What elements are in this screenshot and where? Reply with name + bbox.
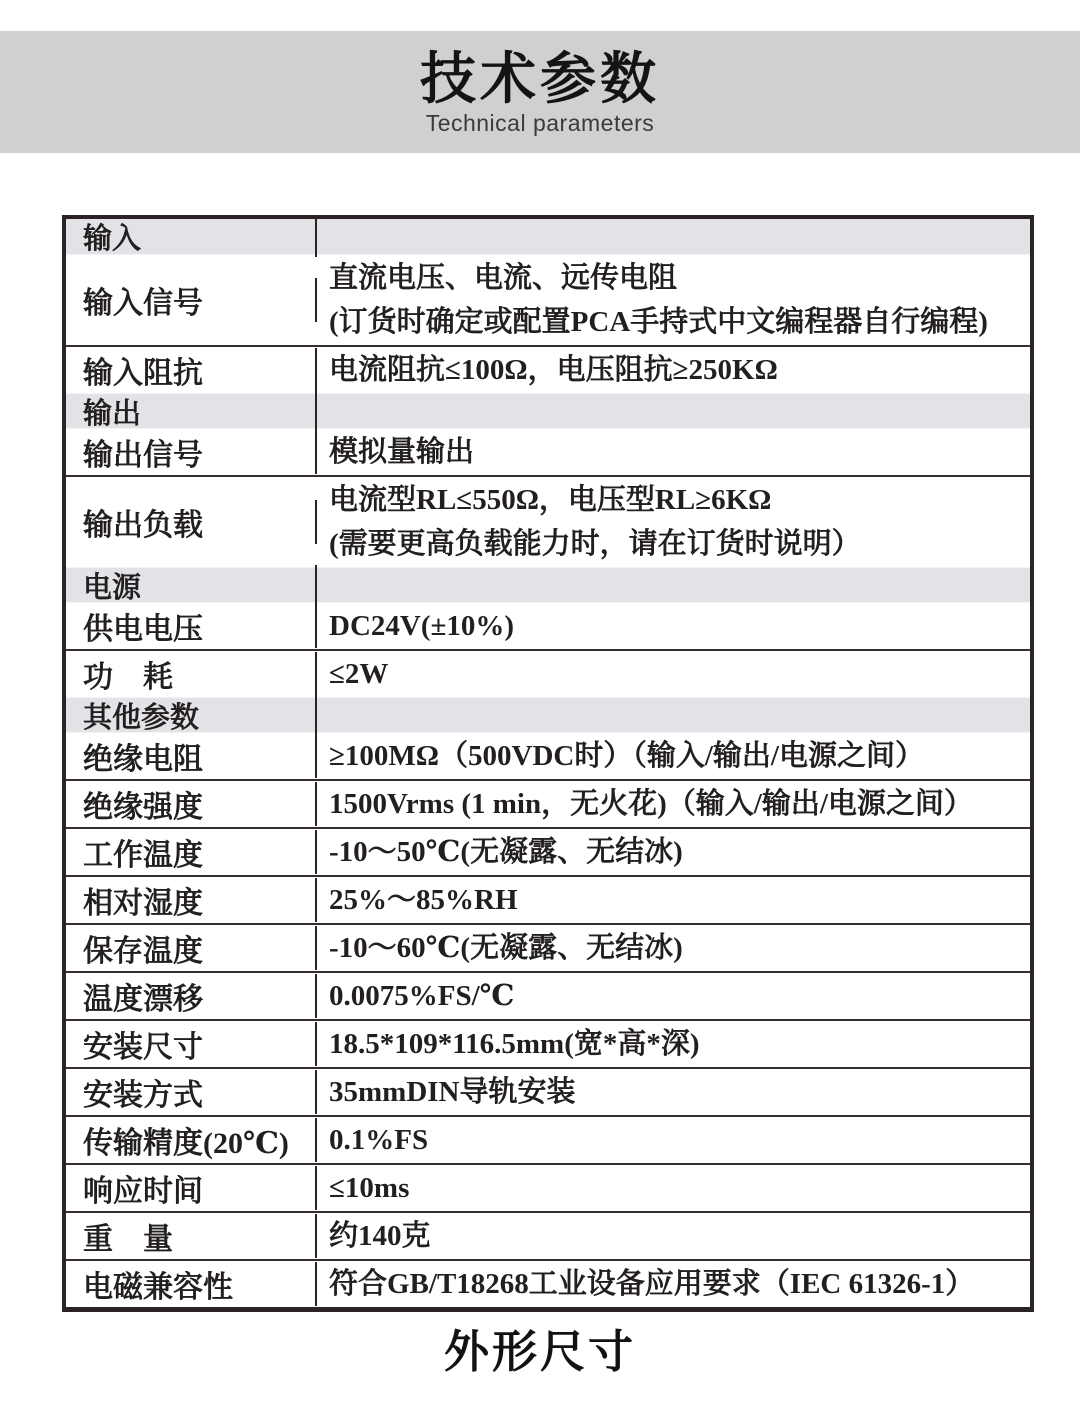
table-row bbox=[66, 219, 1030, 254]
spec-value-line: 电流型RL≤550Ω，电压型RL≥6KΩ bbox=[329, 484, 772, 516]
table-row bbox=[66, 732, 1030, 779]
spec-value bbox=[317, 1214, 1030, 1258]
spec-value bbox=[317, 974, 1030, 1018]
spec-value bbox=[317, 256, 1030, 344]
table-row bbox=[66, 649, 1030, 697]
spec-value-line: 18.5*109*116.5mm(宽*高*深) bbox=[329, 1028, 700, 1060]
spec-value-line: (需要更高负载能力时，请在订货时说明） bbox=[329, 528, 861, 560]
spec-value-line: 约140克 bbox=[329, 1220, 431, 1252]
spec-label: 绝缘电阻 bbox=[66, 734, 317, 778]
table-row bbox=[66, 875, 1030, 923]
spec-value bbox=[317, 1262, 1030, 1306]
table-row bbox=[66, 1067, 1030, 1115]
table-row bbox=[66, 1115, 1030, 1163]
page-subtitle: Technical parameters bbox=[425, 110, 655, 136]
header-band bbox=[0, 31, 1080, 153]
spec-value-line: 0.0075%FS/℃ bbox=[329, 980, 515, 1012]
spec-label: 输入阻抗 bbox=[66, 348, 317, 392]
table-row bbox=[66, 1211, 1030, 1259]
spec-value bbox=[317, 1070, 1030, 1114]
spec-value-line: 0.1%FS bbox=[329, 1124, 429, 1156]
technical-parameters-table bbox=[62, 215, 1034, 1312]
spec-value bbox=[317, 1118, 1030, 1162]
spec-label: 输入信号 bbox=[66, 278, 317, 322]
spec-label: 绝缘强度 bbox=[66, 782, 317, 826]
table-row bbox=[66, 827, 1030, 875]
table-row bbox=[66, 475, 1030, 567]
table-row bbox=[66, 345, 1030, 393]
spec-label: 保存温度 bbox=[66, 926, 317, 970]
spec-value bbox=[317, 348, 1030, 392]
spec-value bbox=[317, 830, 1030, 874]
spec-value-line: 35mmDIN导轨安装 bbox=[329, 1076, 576, 1108]
spec-value bbox=[317, 878, 1030, 922]
table-row bbox=[66, 971, 1030, 1019]
spec-label: 电源 bbox=[66, 565, 317, 606]
spec-value-line: -10～60℃(无凝露、无结冰) bbox=[329, 932, 683, 964]
spec-value-line: (订货时确定或配置PCA手持式中文编程器自行编程) bbox=[329, 306, 988, 338]
spec-label: 温度漂移 bbox=[66, 974, 317, 1018]
spec-label: 工作温度 bbox=[66, 830, 317, 874]
spec-value-line: ≥100MΩ（500VDC时）（输入/输出/电源之间） bbox=[329, 740, 924, 772]
spec-value bbox=[317, 926, 1030, 970]
spec-value bbox=[317, 604, 1030, 648]
spec-value-line: ≤2W bbox=[329, 658, 389, 690]
spec-value-line: 25%～85%RH bbox=[329, 884, 518, 916]
spec-label: 输出信号 bbox=[66, 430, 317, 474]
spec-value bbox=[317, 478, 1030, 566]
table-row bbox=[66, 1019, 1030, 1067]
spec-value-line: 电流阻抗≤100Ω，电压阻抗≥250KΩ bbox=[329, 354, 778, 386]
spec-label: 电磁兼容性 bbox=[66, 1262, 317, 1306]
spec-value bbox=[317, 1022, 1030, 1066]
spec-label: 其他参数 bbox=[66, 695, 317, 736]
spec-label: 传输精度(20℃) bbox=[66, 1118, 317, 1162]
spec-value-line: -10～50℃(无凝露、无结冰) bbox=[329, 836, 683, 868]
table-row bbox=[66, 428, 1030, 475]
page-title: 技术参数 bbox=[420, 47, 660, 110]
spec-label: 重 量 bbox=[66, 1214, 317, 1258]
section-title-dimensions: 外形尺寸 bbox=[443, 1326, 636, 1377]
spec-label: 响应时间 bbox=[66, 1166, 317, 1210]
spec-value-line: 符合GB/T18268工业设备应用要求（IEC 61326-1） bbox=[329, 1268, 975, 1300]
spec-label: 功 耗 bbox=[66, 652, 317, 696]
spec-value-line: 1500Vrms (1 min，无火花)（输入/输出/电源之间） bbox=[329, 788, 973, 820]
table-row bbox=[66, 1163, 1030, 1211]
table-row bbox=[66, 393, 1030, 428]
spec-label: 输入 bbox=[66, 216, 317, 257]
spec-value bbox=[317, 430, 1030, 474]
spec-value-line: 模拟量输出 bbox=[329, 436, 475, 468]
table-row bbox=[66, 779, 1030, 827]
table-row bbox=[66, 697, 1030, 732]
spec-value bbox=[317, 734, 1030, 778]
spec-label: 安装尺寸 bbox=[66, 1022, 317, 1066]
table-row bbox=[66, 567, 1030, 602]
table-row bbox=[66, 1259, 1030, 1307]
spec-label: 相对湿度 bbox=[66, 878, 317, 922]
spec-label: 供电电压 bbox=[66, 604, 317, 648]
spec-value bbox=[317, 782, 1030, 826]
table-row bbox=[66, 923, 1030, 971]
spec-value-line: ≤10ms bbox=[329, 1172, 410, 1204]
spec-value bbox=[317, 652, 1030, 696]
spec-label: 安装方式 bbox=[66, 1070, 317, 1114]
table-row bbox=[66, 254, 1030, 345]
table-row bbox=[66, 602, 1030, 649]
spec-label: 输出负载 bbox=[66, 500, 317, 544]
spec-value-line: DC24V(±10%) bbox=[329, 610, 515, 642]
spec-label: 输出 bbox=[66, 391, 317, 432]
spec-value bbox=[317, 1166, 1030, 1210]
spec-value-line: 直流电压、电流、远传电阻 bbox=[329, 262, 678, 294]
